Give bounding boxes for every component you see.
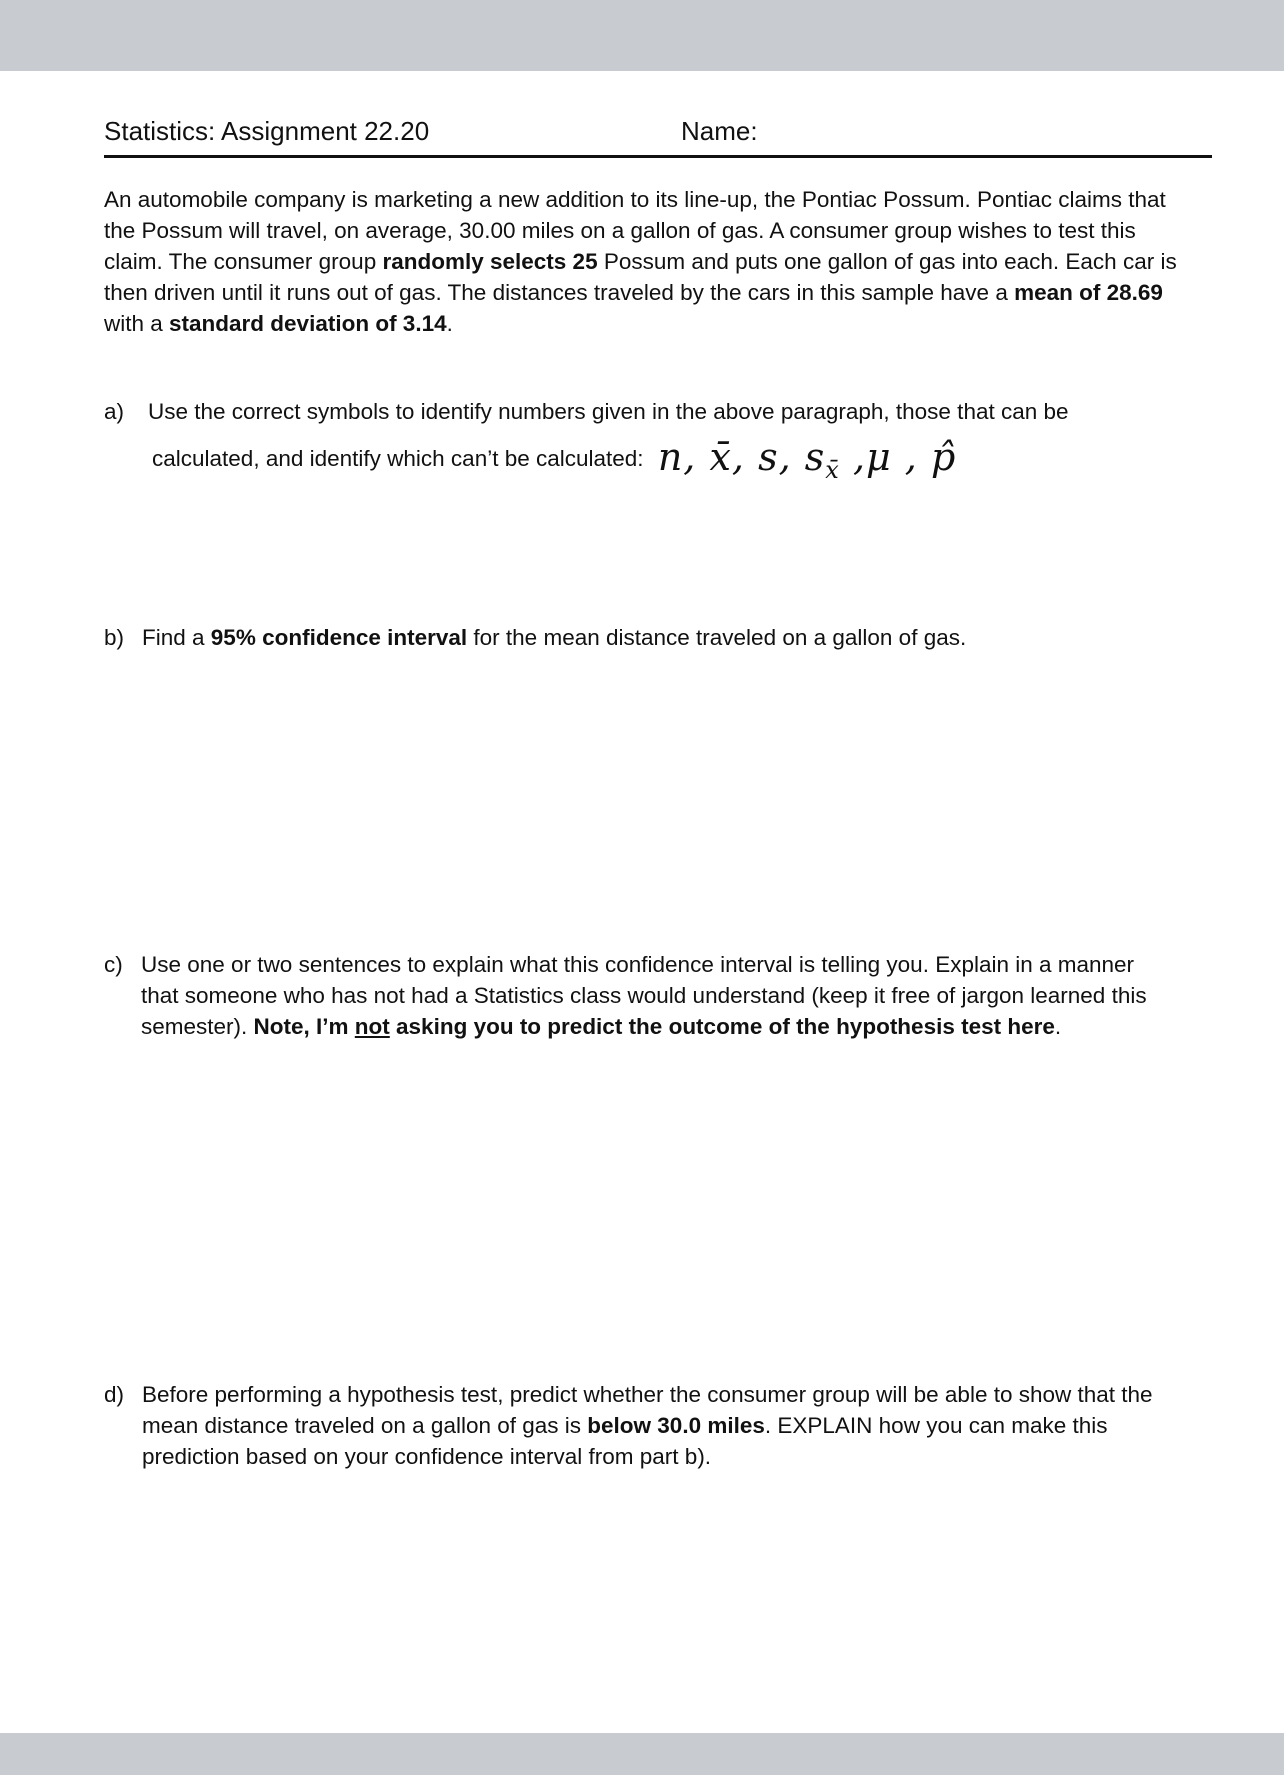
question-label: b) xyxy=(104,625,125,650)
threshold-emphasis: below 30.0 miles xyxy=(587,1413,765,1438)
worksheet-header xyxy=(104,116,1212,156)
sample-size-emphasis: randomly selects 25 xyxy=(382,249,598,274)
worksheet-page xyxy=(0,71,1284,1733)
paragraph-line: claim. The consumer group randomly selects 25 Possum and puts one gallon of gas into each. Each car is xyxy=(104,249,1177,274)
paragraph-line: then driven until it runs out of gas. The distances traveled by the cars in this sample have a mean of 28.69 xyxy=(104,280,1163,305)
top-margin-bar xyxy=(0,0,1284,71)
bottom-margin-bar xyxy=(0,1733,1284,1775)
note-emphasis: Note, I’m not asking you to predict the outcome of the hypothesis test here xyxy=(253,1014,1055,1039)
name-label: Name: xyxy=(681,116,758,146)
stdev-emphasis: standard deviation of 3.14 xyxy=(169,311,447,336)
question-label: d) xyxy=(104,1382,125,1407)
question-text-line2: calculated, and identify which can’t be calculated: n, x̄, s, $s_{x̄}$ ,μ , p̂ xyxy=(152,435,957,484)
symbol-list: n, x̄, s, $s_{x̄}$ ,μ , p̂ xyxy=(657,435,957,484)
assignment-title: Statistics: Assignment 22.20 xyxy=(104,116,430,146)
problem-paragraph xyxy=(104,184,1214,339)
paragraph-line: with a standard deviation of 3.14. xyxy=(104,311,453,336)
question-text: Use one or two sentences to explain what this confidence interval is telling you. Explain in a manner that someone who has not had a Statistics class would understand (keep it free of jargon learned this semester). Note, I’m not asking you to predict the outcome of the hypothesis test here. xyxy=(141,952,1147,1039)
question-text: Use the correct symbols to identify numbers given in the above paragraph, those that can be xyxy=(148,399,1069,424)
question-label: c) xyxy=(104,952,123,977)
paragraph-line: An automobile company is marketing a new addition to its line-up, the Pontiac Possum. Pontiac claims that xyxy=(104,187,1166,212)
header-rule xyxy=(104,155,1212,158)
question-text: Find a 95% confidence interval for the mean distance traveled on a gallon of gas. xyxy=(142,625,967,650)
mean-emphasis: mean of 28.69 xyxy=(1014,280,1163,305)
paragraph-line: the Possum will travel, on average, 30.00 miles on a gallon of gas. A consumer group wishes to test this xyxy=(104,218,1136,243)
question-label: a) xyxy=(104,399,125,424)
question-text: Before performing a hypothesis test, predict whether the consumer group will be able to show that the mean distance traveled on a gallon of gas is below 30.0 miles. EXPLAIN how you can make this prediction based on your confidence interval from part b). xyxy=(142,1382,1153,1469)
confidence-interval-emphasis: 95% confidence interval xyxy=(210,625,468,650)
